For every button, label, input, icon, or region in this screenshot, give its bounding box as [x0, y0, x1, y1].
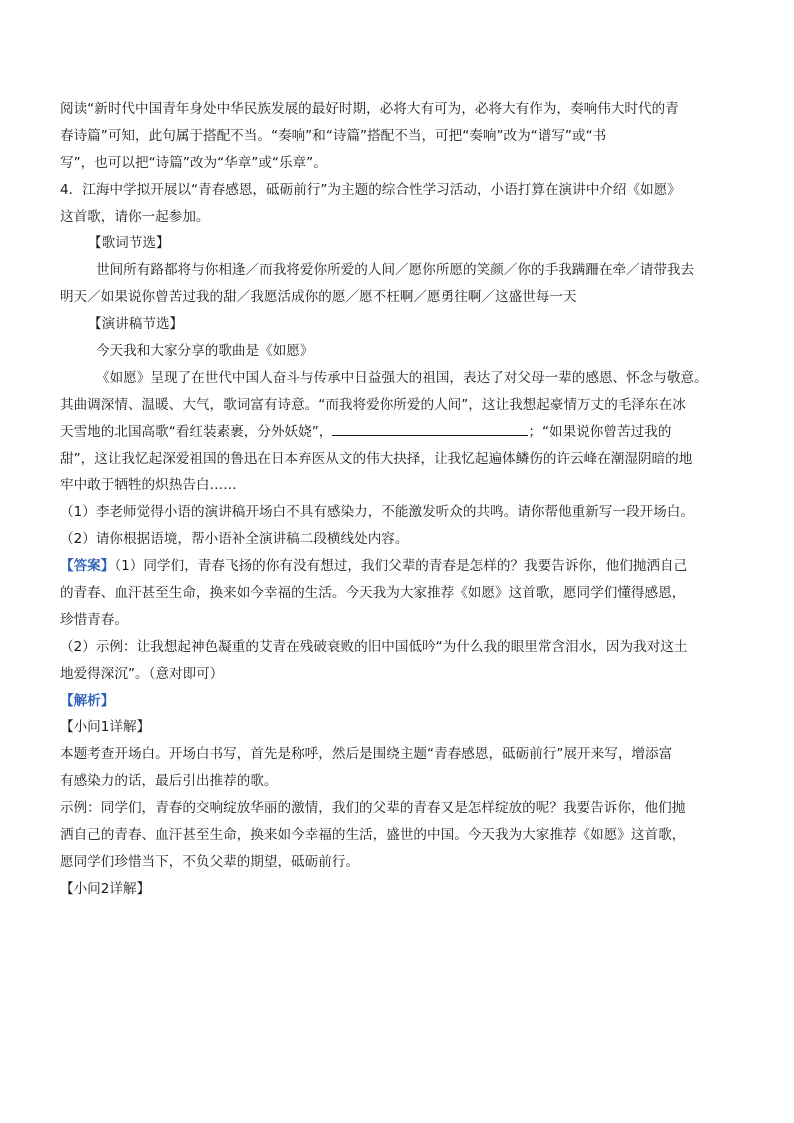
speech-paragraph-1: 今天我和大家分享的歌曲是《如愿》	[96, 343, 314, 360]
analysis-line-5: 愿同学们珍惜当下，不负父辈的期望，砥砺前行。	[60, 853, 360, 870]
analysis-tag: 【解析】	[60, 692, 115, 709]
speech-line-5: 牢中敢于牺牲的炽热告白……	[60, 477, 237, 494]
answer-line-1	[60, 553, 734, 580]
speech-heading: 【演讲稿节选】	[88, 316, 184, 333]
analysis-line-4: 洒自己的青春、血汗甚至生命，换来如今幸福的生活，盛世的中国。今天我为大家推荐《如愿》这首歌，	[60, 827, 686, 844]
analysis-sub-heading-2: 【小问2详解】	[60, 880, 151, 897]
intro-line-3: 写”，也可以把“诗篇”改为“华章”或“乐章”。	[60, 154, 327, 171]
question-line-2: 这首歌，请你一起参加。	[60, 208, 210, 225]
speech-line-3	[60, 419, 734, 446]
lyrics-line-1: 世间所有路都将与你相逢／而我将爱你所爱的人间／愿你所愿的笑颜／你的手我蹒跚在牵／请带我去	[96, 262, 695, 279]
lyrics-line-2: 明天／如果说你曾苦过我的甜／我愿活成你的愿／愿不枉啊／愿勇往啊／这盛世每一天	[60, 289, 577, 306]
answer-line-4: （2）示例：让我想起神色凝重的艾青在残破衰败的旧中国低吟“为什么我的眼里常含泪水，因为我对这土	[60, 638, 688, 655]
speech-line-3-start: 天雪地的北国高歌“看红装素裹，分外妖娆”，	[60, 423, 333, 440]
analysis-line-1: 本题考查开场白。开场白书写，首先是称呼，然后是围绕主题“青春感恩，砥砺前行”展开来写，增添富	[60, 746, 673, 763]
lyrics-heading: 【歌词节选】	[88, 235, 170, 252]
speech-line-1: 《如愿》呈现了在世代中国人奋斗与传承中日益强大的祖国，表达了对父母一辈的感恩、怀念与敬意。	[96, 369, 708, 386]
question-line-1: 4．江海中学拟开展以“青春感恩，砥砺前行”为主题的综合性学习活动，小语打算在演讲中介绍《如愿》	[60, 181, 681, 198]
analysis-line-3: 示例：同学们，青春的交响绽放华丽的激情，我们的父辈的青春又是怎样绽放的呢？我要告诉你，他们抛	[60, 800, 686, 817]
answer-tag: 【答案】	[60, 558, 115, 575]
intro-line-1: 阅读“新时代中国青年身处中华民族发展的最好时期，必将大有可为，必将大有作为，奏响伟大时代的青	[60, 101, 679, 117]
answer-line-1-text: （1）同学们，青春飞扬的你有没有想过，我们父辈的青春是怎样的？我要告诉你，他们抛洒自己	[114, 558, 688, 575]
intro-line-2: 春诗篇”可知，此句属于搭配不当。“奏响”和“诗篇”搭配不当，可把“奏响”改为“谱写”或“书	[60, 127, 607, 144]
answer-line-3: 珍惜青春。	[60, 611, 128, 628]
sub-question-1: （1）李老师觉得小语的演讲稿开场白不具有感染力，不能激发听众的共鸣。请你帮他重新写一段开场白。	[60, 504, 694, 521]
fill-in-blank	[332, 421, 528, 436]
speech-line-4: 甜”，这让我忆起深爱祖国的鲁迅在日本弃医从文的伟大抉择，让我忆起遍体鳞伤的许云峰在潮湿阴暗的地	[60, 450, 693, 467]
sub-question-2: （2）请你根据语境，帮小语补全演讲稿二段横线处内容。	[60, 531, 409, 548]
speech-line-2: 其曲调深情、温暖、大气，歌词富有诗意。“而我将爱你所爱的人间”，这让我想起豪情万丈的毛泽东在冰	[60, 396, 686, 413]
analysis-line-2: 有感染力的话，最后引出推荐的歌。	[60, 773, 278, 790]
speech-line-3-end: ；“如果说你曾苦过我的	[528, 423, 672, 440]
answer-line-5: 地爱得深沉”。（意对即可）	[60, 665, 224, 682]
answer-line-2: 的青春、血汗甚至生命，换来如今幸福的生活。今天我为大家推荐《如愿》这首歌，愿同学们懂得感恩，	[60, 585, 686, 602]
analysis-sub-heading-1: 【小问1详解】	[60, 719, 151, 736]
document-page	[60, 96, 734, 903]
